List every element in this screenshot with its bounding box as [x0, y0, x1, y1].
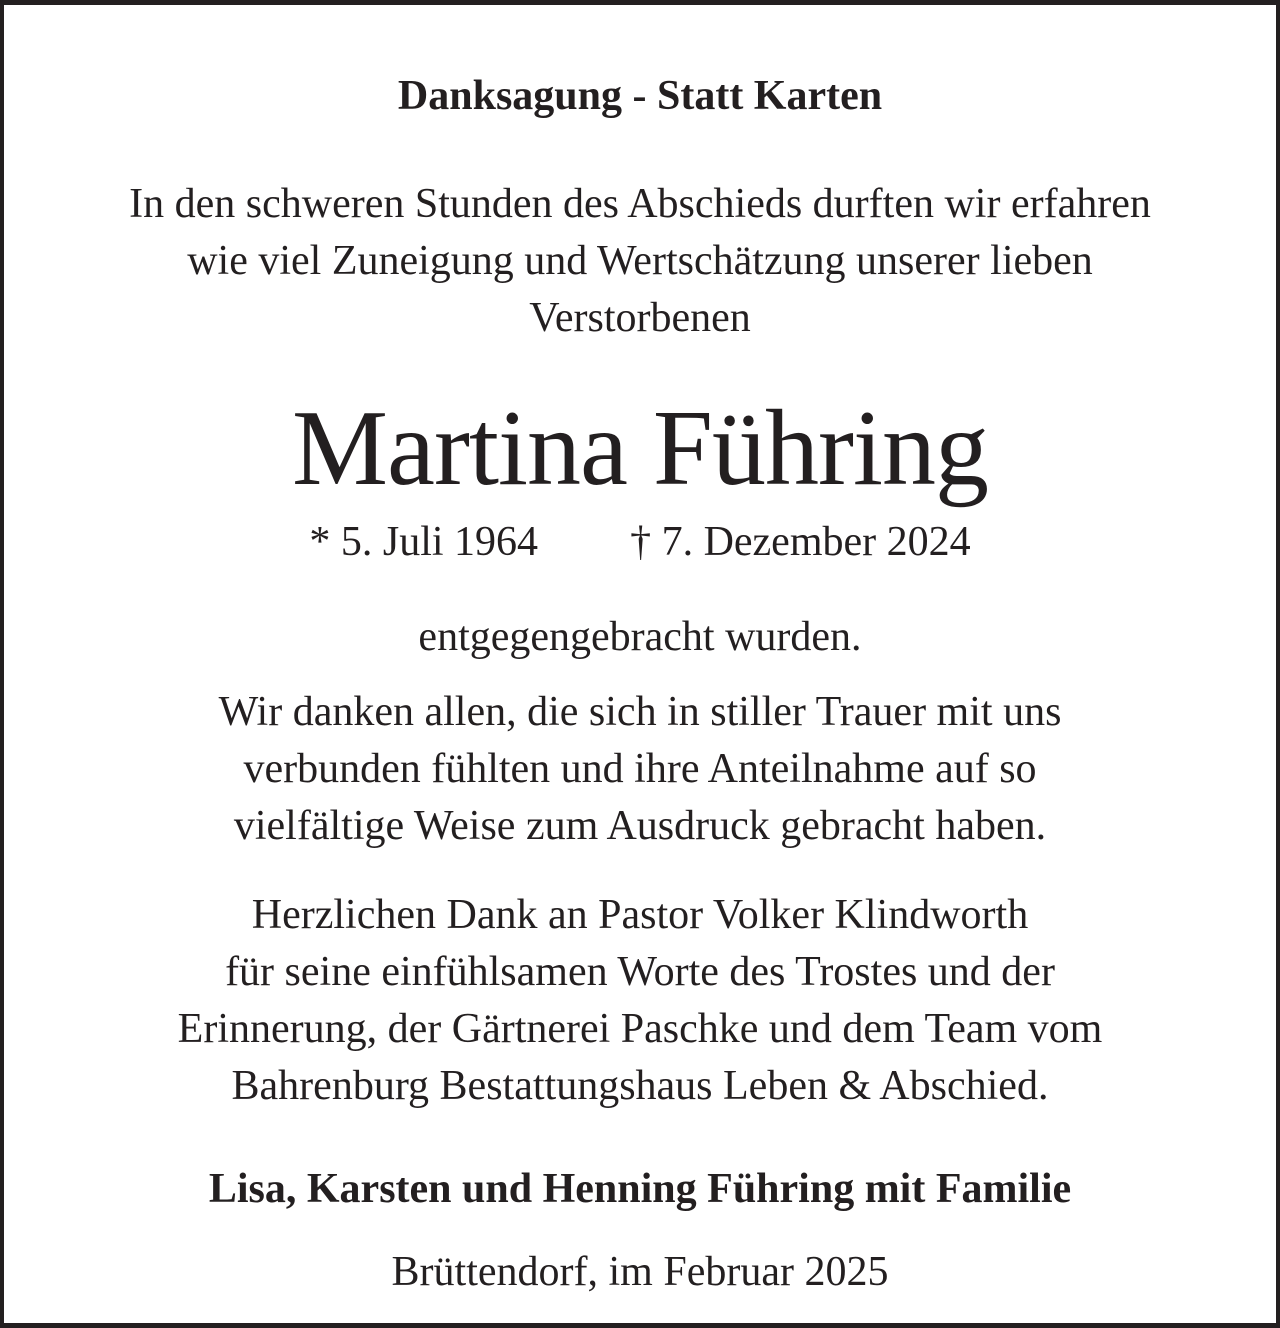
intro-line: In den schweren Stunden des Abschieds durften wir erfahren [129, 181, 1151, 227]
special-thanks-line: Bahrenburg Bestattungshaus Leben & Abschied. [231, 1063, 1049, 1109]
special-thanks-line: für seine einfühlsamen Worte des Trostes und der [225, 949, 1055, 995]
birth-date: * 5. Juli 1964 [309, 519, 539, 565]
place-date: Brüttendorf, im Februar 2025 [391, 1249, 889, 1295]
life-dates [0, 514, 1280, 570]
thanks-line: verbunden fühlten und ihre Anteilnahme auf so [243, 746, 1037, 792]
family-signature: Lisa, Karsten und Henning Führing mit Familie [208, 1166, 1072, 1212]
intro-line: Verstorbenen [529, 295, 751, 341]
deceased-name: Martina Führing [292, 389, 988, 508]
special-thanks-line: Herzlichen Dank an Pastor Volker Klindworth [251, 892, 1029, 938]
thanks-line: Wir danken allen, die sich in stiller Trauer mit uns [218, 689, 1062, 735]
death-date: † 7. Dezember 2024 [630, 519, 971, 565]
notice-heading: Danksagung - Statt Karten [397, 73, 883, 119]
intro-line: wie viel Zuneigung und Wertschätzung unserer lieben [187, 238, 1093, 284]
special-thanks-line: Erinnerung, der Gärtnerei Paschke und dem Team vom [177, 1006, 1103, 1052]
continuation-line: entgegengebracht wurden. [418, 614, 862, 660]
thanks-line: vielfältige Weise zum Ausdruck gebracht haben. [233, 803, 1047, 849]
